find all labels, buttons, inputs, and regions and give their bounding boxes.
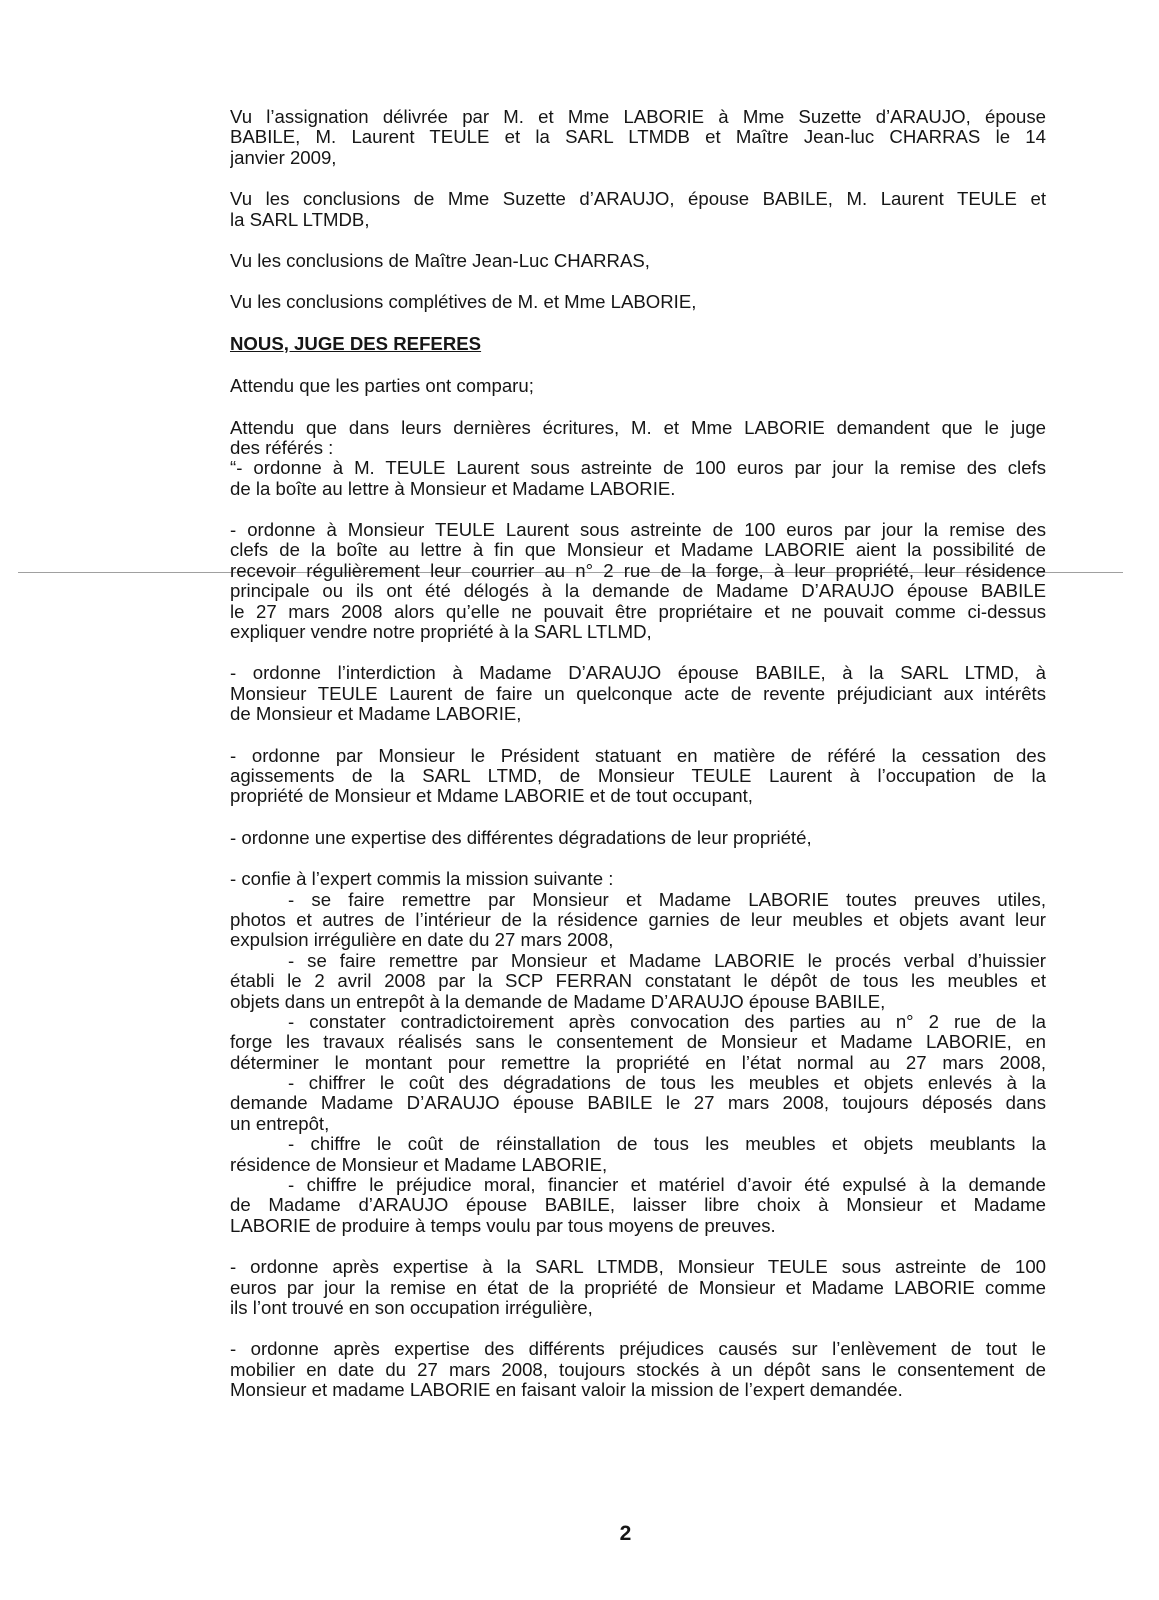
paragraph xyxy=(230,746,1046,807)
paragraph xyxy=(230,869,1046,1236)
paragraph xyxy=(230,418,1046,500)
text-line: principale ou ils ont été délogés à la demande de Madame D’ARAUJO épouse BABILE xyxy=(230,581,1046,602)
text-line: demande Madame D’ARAUJO épouse BABILE le 27 mars 2008, toujours déposés dans xyxy=(230,1093,1046,1114)
text-line: Monsieur TEULE Laurent de faire un quelconque acte de revente préjudiciant aux intérêts xyxy=(230,683,1046,704)
text-line: résidence de Monsieur et Madame LABORIE, xyxy=(230,1154,608,1175)
text-line: - ordonne à Monsieur TEULE Laurent sous astreinte de 100 euros par jour la remise des xyxy=(230,520,1046,541)
text-line: ils l’ont trouvé en son occupation irrégulière, xyxy=(230,1297,593,1318)
paragraph xyxy=(230,520,1046,642)
paragraph xyxy=(230,107,1046,168)
text-line: Vu les conclusions de Maître Jean-Luc CHARRAS, xyxy=(230,250,650,271)
text-line: de la boîte au lettre à Monsieur et Madame LABORIE. xyxy=(230,478,676,499)
text-line: - chiffrer le coût des dégradations de tous les meubles et objets enlevés à la xyxy=(288,1073,1046,1094)
paragraph xyxy=(230,251,1046,271)
text-line: mobilier en date du 27 mars 2008, toujours stockés à un dépôt sans le consentement de xyxy=(230,1359,1046,1380)
text-line: le 27 mars 2008 alors qu’elle ne pouvait être propriétaire et ne pouvait comme ci-dessus xyxy=(230,601,1046,622)
text-line: agissements de la SARL LTMD, de Monsieur TEULE Laurent à l’occupation de la xyxy=(230,766,1046,786)
text-line: - ordonne après expertise à la SARL LTMDB, Monsieur TEULE sous astreinte de 100 xyxy=(230,1257,1046,1278)
text-line: - confie à l’expert commis la mission suivante : xyxy=(230,869,614,890)
text-line: objets dans un entrepôt à la demande de Madame D’ARAUJO épouse BABILE, xyxy=(230,991,886,1012)
text-line: - constater contradictoirement après convocation des parties au n° 2 rue de la xyxy=(288,1011,1046,1032)
section-heading: NOUS, JUGE DES REFERES xyxy=(230,332,482,354)
text-line: LABORIE de produire à temps voulu par tous moyens de preuves. xyxy=(230,1215,776,1236)
text-line: - se faire remettre par Monsieur et Madame LABORIE toutes preuves utiles, xyxy=(288,889,1046,910)
text-line: “- ordonne à M. TEULE Laurent sous astreinte de 100 euros par jour la remise des clefs xyxy=(230,458,1046,479)
paragraph xyxy=(230,292,1046,312)
text-line: expliquer vendre notre propriété à la SARL LTLMD, xyxy=(230,622,652,643)
text-line: Vu les conclusions complétives de M. et Mme LABORIE, xyxy=(230,292,697,313)
text-line: expulsion irrégulière en date du 27 mars 2008, xyxy=(230,930,614,951)
text-line: des référés : xyxy=(230,437,334,458)
text-line: janvier 2009, xyxy=(230,147,337,168)
text-line: - ordonne par Monsieur le Président statuant en matière de référé la cessation des xyxy=(230,745,1046,766)
paragraph xyxy=(230,376,1046,396)
paragraph xyxy=(230,663,1046,724)
text-line: propriété de Monsieur et Mdame LABORIE et de tout occupant, xyxy=(230,786,753,807)
text-line: de Madame d’ARAUJO épouse BABILE, laisser libre choix à Monsieur et Madame xyxy=(230,1195,1046,1216)
text-line: de Monsieur et Madame LABORIE, xyxy=(230,704,522,725)
text-line: recevoir régulièrement leur courrier au n° 2 rue de la forge, à leur propriété, leur résidence xyxy=(230,560,1046,581)
paragraph xyxy=(230,1339,1046,1400)
page-number: 2 xyxy=(619,1522,632,1545)
paragraph xyxy=(230,1257,1046,1318)
text-line: - se faire remettre par Monsieur et Madame LABORIE le procés verbal d’huissier xyxy=(288,950,1046,971)
text-line: Attendu que les parties ont comparu; xyxy=(230,376,534,397)
text-line: forge les travaux réalisés sans le consentement de Monsieur et Madame LABORIE, en xyxy=(230,1032,1046,1053)
text-line: un entrepôt, xyxy=(230,1113,330,1134)
text-line: la SARL LTMDB, xyxy=(230,209,370,230)
text-line: Monsieur et madame LABORIE en faisant valoir la mission de l’expert demandée. xyxy=(230,1380,903,1401)
text-line: déterminer le montant pour remettre la propriété en l’état normal au 27 mars 2008, xyxy=(230,1052,1046,1073)
text-line: BABILE, M. Laurent TEULE et la SARL LTMDB et Maître Jean-luc CHARRAS le 14 xyxy=(230,127,1046,148)
text-line: Vu les conclusions de Mme Suzette d’ARAUJO, épouse BABILE, M. Laurent TEULE et xyxy=(230,189,1046,210)
document-body xyxy=(230,107,1046,1422)
text-line: Attendu que dans leurs dernières écritures, M. et Mme LABORIE demandent que le juge xyxy=(230,417,1046,438)
text-line: - chiffre le préjudice moral, financier et matériel d’avoir été expulsé à la demande xyxy=(288,1175,1046,1196)
text-line: établi le 2 avril 2008 par la SCP FERRAN constatant le dépôt de tous les meubles et xyxy=(230,971,1046,992)
text-line: clefs de la boîte au lettre à fin que Monsieur et Madame LABORIE aient la possibilité de xyxy=(230,540,1046,561)
text-line: - ordonne une expertise des différentes dégradations de leur propriété, xyxy=(230,827,812,848)
text-line: - ordonne après expertise des différents préjudices causés sur l’enlèvement de tout le xyxy=(230,1339,1046,1360)
text-line: photos et autres de l’intérieur de la résidence garnies de leur meubles et objets avant leur xyxy=(230,909,1046,930)
text-line: - ordonne l’interdiction à Madame D’ARAUJO épouse BABILE, à la SARL LTMD, à xyxy=(230,663,1046,684)
paragraph xyxy=(230,828,1046,848)
text-line: euros par jour la remise en état de la propriété de Monsieur et Madame LABORIE comme xyxy=(230,1277,1046,1298)
text-line: Vu l’assignation délivrée par M. et Mme LABORIE à Mme Suzette d’ARAUJO, épouse xyxy=(230,107,1046,127)
paragraph xyxy=(230,189,1046,230)
text-line: - chiffre le coût de réinstallation de tous les meubles et objets meublants la xyxy=(288,1134,1046,1155)
